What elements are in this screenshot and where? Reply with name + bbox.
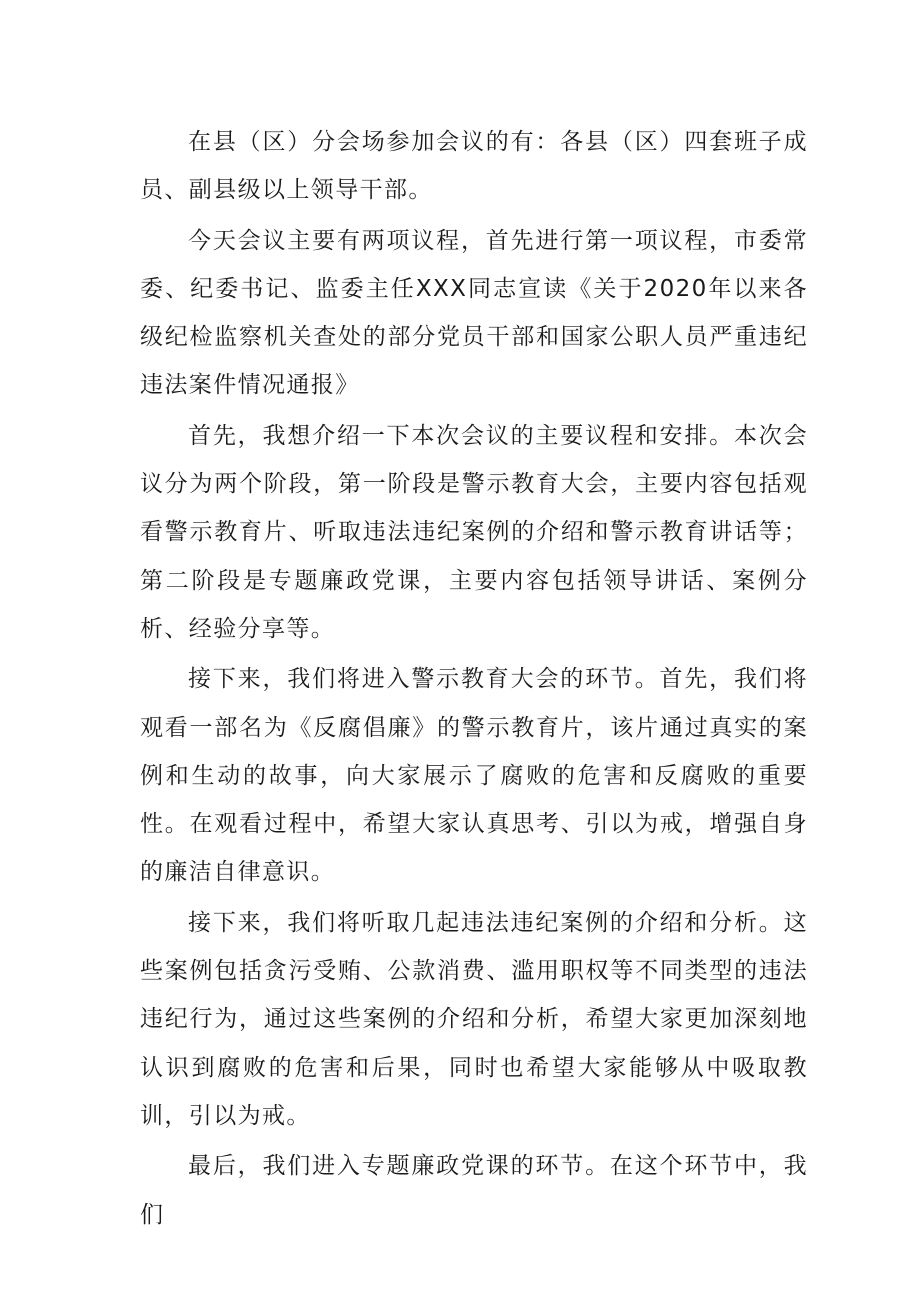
paragraph-introduction: 首先，我想介绍一下本次会议的主要议程和安排。本次会议分为两个阶段，第一阶段是警示教育大会，主要内容包括观看警示教育片、听取违法违纪案例的介绍和警示教育讲话等；第二阶段是专题廉政党课，主要内容包括领导讲话、案例分析、经验分享等。: [140, 422, 808, 642]
paragraph-attendees: 在县（区）分会场参加会议的有：各县（区）四套班子成员、副县级以上领导干部。: [140, 129, 808, 204]
paragraph-integrity-lesson: 最后，我们进入专题廉政党课的环节。在这个环节中，我们: [140, 1153, 808, 1228]
paragraph-warning-film: 接下来，我们将进入警示教育大会的环节。首先，我们将观看一部名为《反腐倡廉》的警示教育片，该片通过真实的案例和生动的故事，向大家展示了腐败的危害和反腐败的重要性。在观看过程中，希望大家认真思考、引以为戒，增强自身的廉洁自律意识。: [140, 666, 808, 886]
paragraph-case-analysis: 接下来，我们将听取几起违法违纪案例的介绍和分析。这些案例包括贪污受贿、公款消费、滥用职权等不同类型的违法违纪行为，通过这些案例的介绍和分析，希望大家更加深刻地认识到腐败的危害和后果，同时也希望大家能够从中吸取教训，引以为戒。: [140, 909, 808, 1129]
paragraph-agenda: 今天会议主要有两项议程，首先进行第一项议程，市委常委、纪委书记、监委主任XXX同志宣读《关于2020年以来各级纪检监察机关查处的部分党员干部和国家公职人员严重违纪违法案件情况通报》: [140, 227, 808, 399]
document-body: [140, 118, 808, 1241]
